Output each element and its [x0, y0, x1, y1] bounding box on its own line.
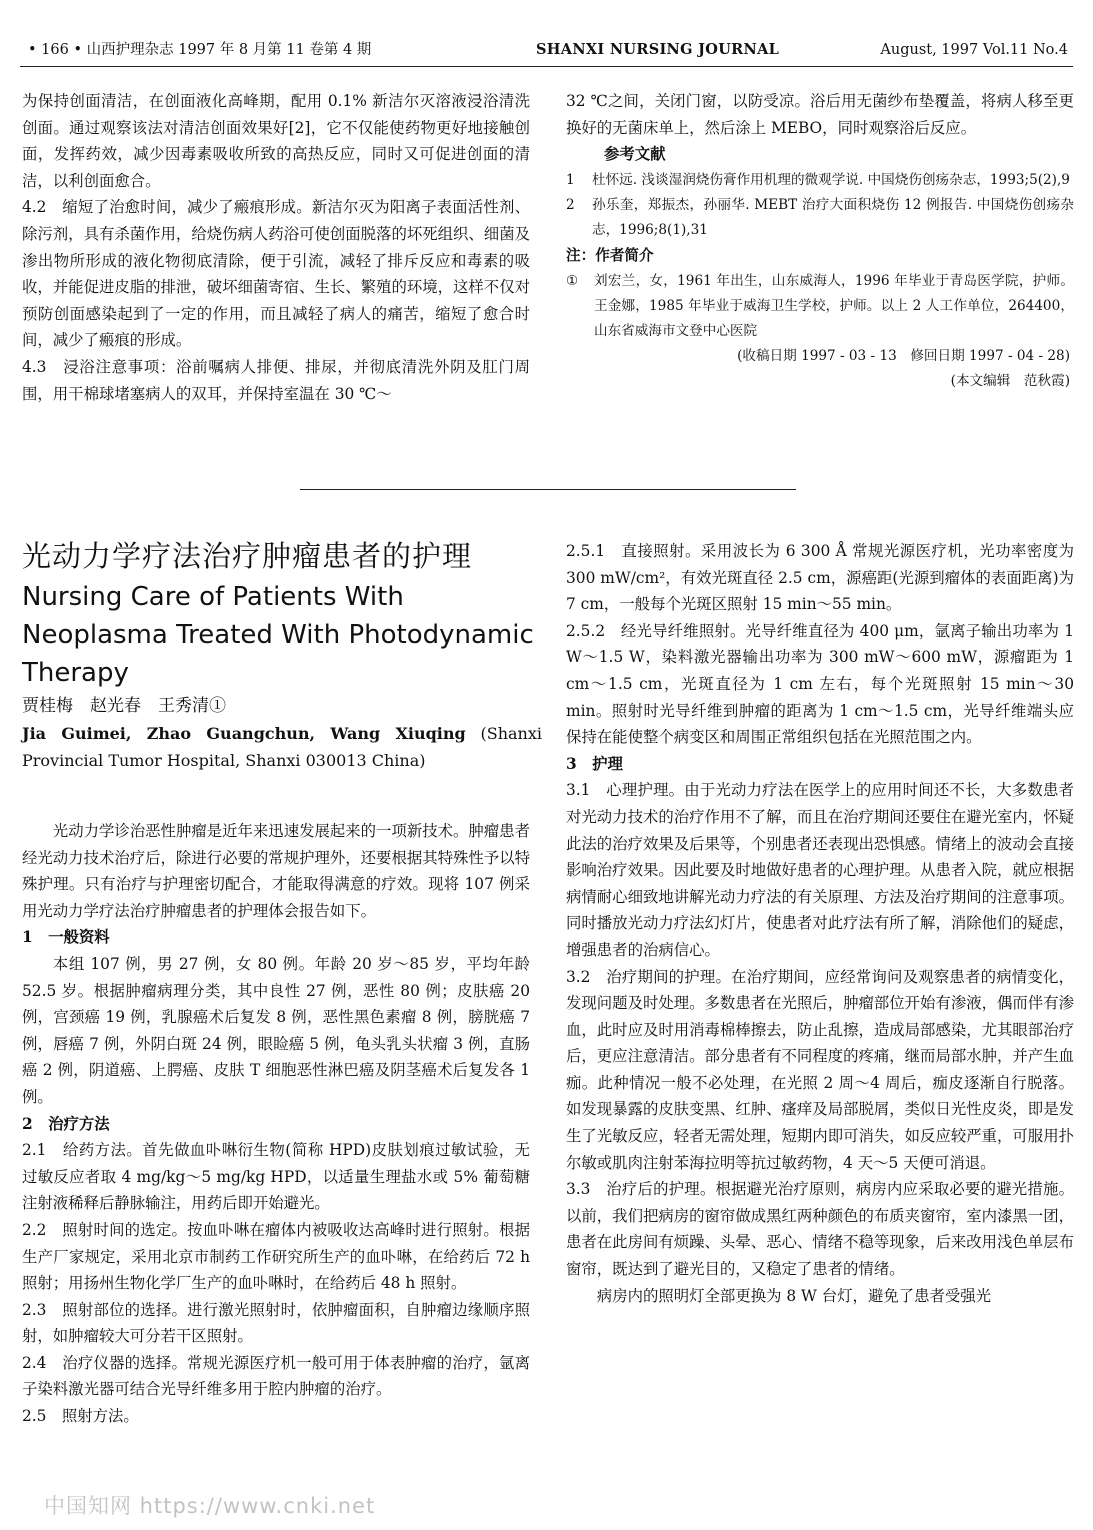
subsection-paragraph: 3.3 治疗后的护理。根据避光治疗原则，病房内应采取必要的避光措施。以前，我们把病房的窗帘做成黑红两种颜色的布质夹窗帘，室内漆黑一团，患者在此房间有烦躁、头晕、恶心、情绪不稳等现象，后来改用浅色单层布窗帘，既达到了避光目的，又稳定了患者的情绪。: [566, 1180, 1074, 1279]
reference-number: 1: [566, 171, 575, 188]
article-divider: [300, 489, 796, 490]
subsection-paragraph: 2.5.1 直接照射。采用波长为 6 300 Å 常规光源医疗机，光功率密度为 300 mW/cm²，有效光斑直径 2.5 cm，源癌距(光源到瘤体的表面距离)为 7 cm，一般每个光斑区照射 15 min～55 min。: [566, 542, 1074, 614]
references-title: 参考文献: [604, 145, 666, 164]
section-heading: 3 护理: [566, 754, 623, 773]
author-note: [566, 269, 1074, 344]
article-right-column: [566, 538, 1074, 1309]
authors-cn: 贾桂梅 赵光春 王秀清①: [22, 696, 226, 716]
subsection-paragraph: 3.2 治疗期间的护理。在治疗期间，应经常询问及观察患者的病情变化，发现问题及时处理。多数患者在光照后，肿瘤部位开始有渗液，偶而伴有渗血，此时应及时用消毒棉棒擦去，防止乱擦，造成局部感染，尤其眼部治疗后，更应注意清洁。部分患者有不同程度的疼痛，继而局部水肿，并产生血痂。此种情况一般不必处理，在光照 2 周～4 周后，痂皮逐渐自行脱落。如发现暴露的皮肤变黑、红肿、瘙痒及局部脱屑，类似日光性皮炎，即是发生了光敏反应，轻者无需处理，短期内即可消失，如反应较严重，可服用扑尔敏或肌肉注射苯海拉明等抗过敏药物，4 天～5 天便可消退。: [566, 967, 1074, 1172]
article-title-cn: 光动力学疗法治疗肿瘤患者的护理: [22, 539, 473, 573]
prev-right-para: 32 ℃之间，关闭门窗，以防受凉。浴后用无菌纱布垫覆盖，将病人移至更换好的无菌床单上，然后涂上 MEBO，同时观察浴后反应。: [566, 92, 1074, 137]
subsection-paragraph: 2.2 照射时间的选定。按血卟啉在瘤体内被吸收达高峰时进行照射。根据生产厂家规定，采用北京市制药工作研究所生产的血卟啉，在给药后 72 h 照射；用扬州生物化学厂生产的血卟啉时，在给药后 48 h 照射。: [22, 1220, 530, 1293]
reference-item: [566, 193, 1074, 243]
header-rule: [20, 66, 1073, 67]
cnki-watermark: 中国知网 https://www.cnki.net: [44, 1494, 376, 1518]
article-left-column: [22, 818, 530, 1430]
body-paragraph: 本组 107 例，男 27 例，女 80 例。年龄 20 岁～85 岁，平均年龄 52.5 岁。根据肿瘤病理分类，其中良性 27 例，恶性 80 例；皮肤癌 20 例，宫颈癌 19 例，乳腺癌术后复发 8 例，恶性黑色素瘤 8 例，膀胱癌 7 例，唇癌 7 例，外阴白斑 24 例，眼睑癌 5 例，龟头乳头状瘤 3 例，直肠癌 2 例，阴道癌、上腭癌、皮肤 T 细胞恶性淋巴癌及阴茎癌术后复发各 1 例。: [22, 954, 530, 1106]
section-heading: 1 一般资料: [22, 928, 110, 947]
author-note-mark: ①: [566, 273, 579, 290]
subsection-paragraph: 2.3 照射部位的选择。进行激光照射时，依肿瘤面积，自肿瘤边缘顺序照射，如肿瘤较大可分若干区照射。: [22, 1300, 530, 1346]
authors-en: [22, 720, 542, 774]
authors-en-names: Jia Guimei, Zhao Guangchun, Wang Xiuqing: [22, 724, 466, 743]
header-journal-cn: • 166 • 山西护理杂志 1997 年 8 月第 11 卷第 4 期: [28, 42, 372, 58]
reference-text: 孙乐奎，郑振杰，孙丽华. MEBT 治疗大面积烧伤 12 例报告. 中国烧伤创疡杂志，1996;8(1),31: [592, 196, 1074, 238]
prev-para-1: 为保持创面清洁，在创面液化高峰期，配用 0.1% 新洁尔灭溶液浸浴清洗创面。通过观察该法对清洁创面效果好[2]，它不仅能使药物更好地接触创面，发挥药效，减少因毒素吸收所致的高热反应，同时又可促进创面的清洁，以利创面愈合。: [22, 92, 530, 190]
subsection-paragraph: 2.1 给药方法。首先做血卟啉衍生物(简称 HPD)皮肤划痕过敏试验，无过敏反应者取 4 mg/kg～5 mg/kg HPD，以适量生理盐水或 5% 葡萄糖注射液稀释后静脉输注，用药后即开始避光。: [22, 1141, 530, 1213]
author-note-title: 注：作者简介: [566, 246, 654, 264]
subsection-paragraph: 3.1 心理护理。由于光动力疗法在医学上的应用时间还不长，大多数患者对光动力技术的治疗作用不了解，而且在治疗期间还要住在避光室内，怀疑此法的治疗效果及后果等，个别患者还表现出恐惧感。情绪上的波动会直接影响治疗效果。因此要及时地做好患者的心理护理。从患者入院，就应根据病情耐心细致地讲解光动力疗法的有关原理、方法及治疗期间的注意事项。同时播放光动力疗法幻灯片，使患者对此疗法有所了解，消除他们的疑虑，增强患者的治病信心。: [566, 781, 1074, 959]
subsection-paragraph: 2.5.2 经光导纤维照射。光导纤维直径为 400 μm，氩离子输出功率为 1 W～1.5 W，染料激光器输出功率为 300 mW～600 mW，源瘤距为 1 cm～1.5 cm，光斑直径为 1 cm 左右，每个光斑照射 15 min～30 min。照射时光导纤维到肿瘤的距离为 1 cm～1.5 cm，光导纤维端头应保持在能使整个病变区和周围正常组织包括在光照范围之内。: [566, 621, 1074, 747]
reference-item: [566, 168, 1074, 193]
affiliation-en: (Shanxi Provincial Tumor Hospital, Shanxi 030013 China): [22, 724, 542, 770]
header-issue: August, 1997 Vol.11 No.4: [880, 42, 1068, 58]
editor-line: (本文编辑 范秋霞): [950, 373, 1070, 390]
intro-paragraph: 光动力学诊治恶性肿瘤是近年来迅速发展起来的一项新技术。肿瘤患者经光动力技术治疗后，除进行必要的常规护理外，还要根据其特殊性予以特殊护理。只有治疗与护理密切配合，才能取得满意的疗效。现将 107 例采用光动力学疗法治疗肿瘤患者的护理体会报告如下。: [22, 822, 530, 920]
subsection-paragraph: 2.5 照射方法。: [22, 1407, 139, 1426]
reference-number: 2: [566, 196, 575, 213]
header-journal-en: SHANXI NURSING JOURNAL: [536, 41, 780, 58]
article-heading: [22, 534, 542, 774]
running-header: [28, 40, 1068, 60]
reference-text: 杜怀远. 浅谈湿润烧伤膏作用机理的微观学说. 中国烧伤创疡杂志，1993;5(2),9: [592, 171, 1070, 188]
prev-article-left-column: [22, 88, 530, 407]
prev-para-2: 4.2 缩短了治愈时间，减少了瘢痕形成。新洁尔灭为阳离子表面活性剂、除污剂，具有杀菌作用，给烧伤病人药浴可使创面脱落的坏死组织、细菌及渗出物所形成的液化物彻底清除，便于引流，减轻了排斥反应和毒素的吸收，并能促进皮脂的排泄，破坏细菌寄宿、生长、繁殖的环境，这样不仅对预防创面感染起到了一定的作用，而且减轻了病人的痛苦，缩短了愈合时间，减少了瘢痕的形成。: [22, 198, 530, 350]
subsection-paragraph: 2.4 治疗仪器的选择。常规光源医疗机一般可用于体表肿瘤的治疗，氩离子染料激光器可结合光导纤维多用于腔内肿瘤的治疗。: [22, 1353, 530, 1399]
section-heading: 2 治疗方法: [22, 1114, 110, 1133]
received-dates: (收稿日期 1997 - 03 - 13 修回日期 1997 - 04 - 28): [737, 348, 1070, 365]
prev-article-right-column: [566, 88, 1074, 394]
author-note-text: 刘宏兰，女，1961 年出生，山东威海人，1996 年毕业于青岛医学院，护师。王金娜，1985 年毕业于威海卫生学校，护师。以上 2 人工作单位，264400，山东省威海市文登中心医院: [594, 273, 1074, 340]
article-title-en: Nursing Care of Patients With Neoplasma Treated With Photodynamic Therapy: [22, 582, 534, 688]
body-paragraph: 病房内的照明灯全部更换为 8 W 台灯，避免了患者受强光: [596, 1286, 992, 1305]
prev-para-3: 4.3 浸浴注意事项：浴前嘱病人排便、排尿，并彻底清洗外阴及肛门周围，用干棉球堵塞病人的双耳，并保持室温在 30 ℃～: [22, 357, 530, 403]
